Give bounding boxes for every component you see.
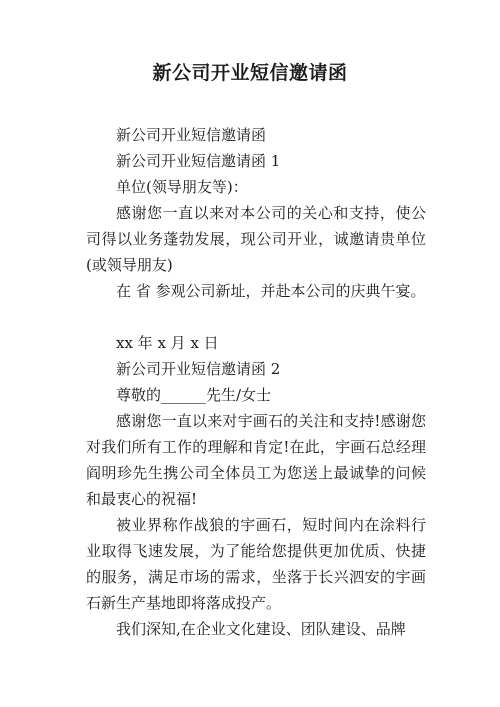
paragraph-gratitude: 感谢您一直以来对宇画石的关注和支持!感谢您对我们所有工作的理解和肯定!在此，宇画石总经理阎明珍先生携公司全体员工为您送上最诚挚的问候和最衷心的祝福! xyxy=(86,412,426,508)
paragraph-heading: 新公司开业短信邀请函 xyxy=(116,126,267,144)
paragraph-greeting: 尊敬的______先生/女士 xyxy=(116,386,272,404)
paragraph-company-growth: 被业界称作战狼的宇画石，短时间内在涂料行业取得飞速发展，为了能给您提供更加优质、快捷的服务，满足市场的需求，坐落于长兴泗安的宇画石新生产基地即将落成投产。 xyxy=(86,516,426,612)
blank-line xyxy=(86,304,426,330)
paragraph-culture: 我们深知,在企业文化建设、团队建设、品牌 xyxy=(116,620,406,638)
paragraph-letter-2-title: 新公司开业短信邀请函 2 xyxy=(116,360,281,378)
paragraph-visit: 在 省 参观公司新址，并赴本公司的庆典午宴。 xyxy=(116,282,426,300)
document-body xyxy=(86,122,426,642)
document-title: 新公司开业短信邀请函 xyxy=(152,62,348,84)
paragraph-salutation: 单位(领导朋友等)： xyxy=(116,178,248,196)
paragraph-date: xx 年 x 月 x 日 xyxy=(116,334,219,352)
paragraph-letter-1-title: 新公司开业短信邀请函 1 xyxy=(116,152,281,170)
paragraph-thanks: 感谢您一直以来对本公司的关心和支持，使公司得以业务蓬勃发展，现公司开业，诚邀请贵单位(或领导朋友) xyxy=(86,204,426,274)
